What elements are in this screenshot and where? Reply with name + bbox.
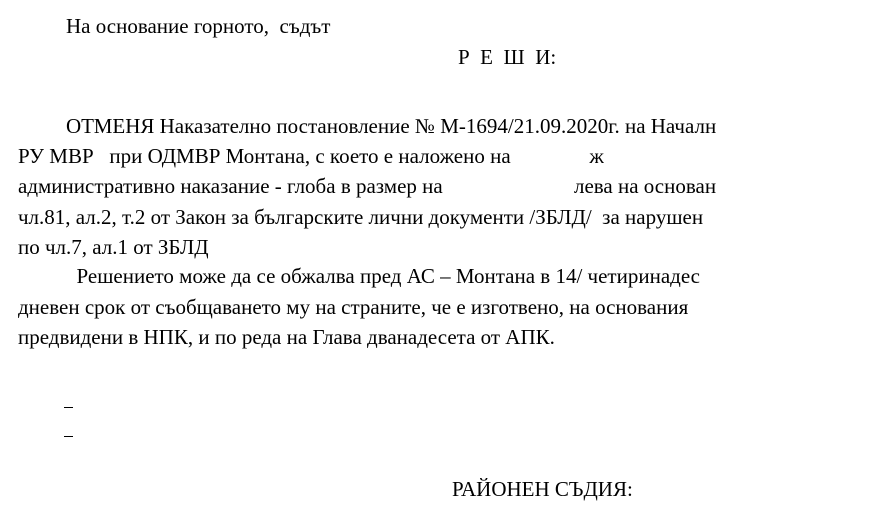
paragraph-line: предвидени в НПК, и по реда на Глава дванадесета от АПК. (18, 325, 555, 349)
intro-line: На основание горното, съдът (66, 14, 331, 38)
paragraph-line: дневен срок от съобщаването му на страните, че е изготвено, на основания (18, 295, 689, 319)
paragraph-line: административно наказание - глоба в размер на лева на основан (18, 174, 717, 198)
decision-heading: Р Е Ш И: (458, 45, 557, 69)
dash-mark (64, 407, 73, 408)
paragraph-line: по чл.7, ал.1 от ЗБЛД (18, 235, 209, 259)
paragraph-line: Решението може да се обжалва пред АС – Монтана в 14/ четиринадес (66, 264, 700, 288)
dash-mark (64, 436, 73, 437)
paragraph-line: ОТМЕНЯ Наказателно постановление № М-1694/21.09.2020г. на Началн (66, 114, 717, 138)
paragraph-line: РУ МВР при ОДМВР Монтана, с което е наложено на ж (18, 144, 604, 168)
paragraph-line: чл.81, ал.2, т.2 от Закон за българските лични документи /ЗБЛД/ за нарушен (18, 205, 704, 229)
judge-signature-label: РАЙОНЕН СЪДИЯ: (452, 477, 633, 501)
